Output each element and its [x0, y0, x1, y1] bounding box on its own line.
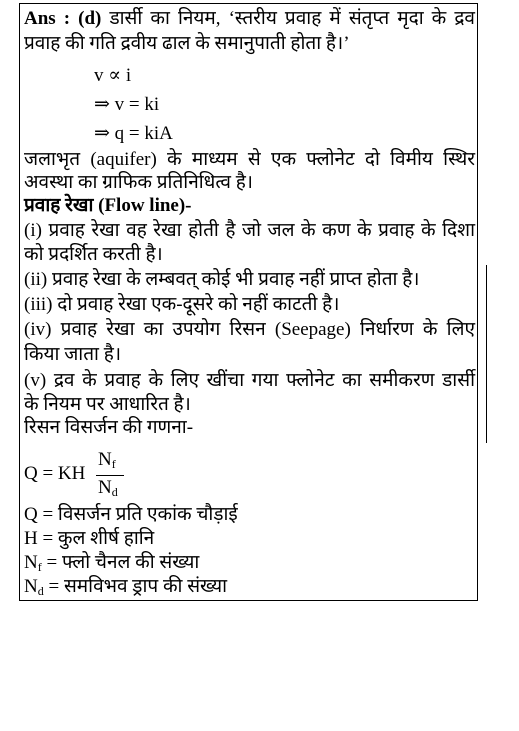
nd-symbol: N — [24, 576, 38, 597]
flowline-point-5-line-1: (v) द्रव के प्रवाह के लिए खींचा गया फ्लोनेट का समीकरण डार्सी — [24, 370, 475, 391]
definition-q: Q = विसर्जन प्रति एकांक चौड़ाई — [24, 504, 238, 525]
column-divider — [486, 265, 487, 443]
equation-discharge: ⇒ q = kiA — [94, 123, 173, 144]
equation-velocity: ⇒ v = ki — [94, 94, 160, 115]
flowline-point-5-line-2: के नियम पर आधारित है। — [24, 394, 191, 415]
nf-subscript: f — [37, 560, 42, 574]
definition-nf — [24, 552, 199, 574]
flowline-point-1-line-1: (i) प्रवाह रेखा वह रेखा होती है जो जल के कण के प्रवाह के दिशा — [24, 220, 475, 241]
seepage-heading: रिसन विसर्जन की गणना- — [24, 417, 194, 438]
formula-lhs: Q = KH — [24, 463, 86, 484]
numerator-symbol: N — [98, 449, 112, 470]
nd-subscript: d — [37, 584, 44, 598]
aquifer-line-2: अवस्था का ग्राफिक प्रतिनिधित्व है। — [24, 172, 253, 193]
answer-box — [19, 3, 478, 601]
formula-denominator — [98, 477, 118, 499]
nd-description: = समविभव ड्राप की संख्या — [43, 576, 228, 597]
answer-line-1 — [24, 8, 475, 30]
flowline-point-2: (ii) प्रवाह रेखा के लम्बवत् कोई भी प्रवाह नहीं प्राप्त होता है। — [24, 269, 420, 290]
denominator-subscript: d — [111, 485, 118, 499]
numerator-subscript: f — [111, 457, 116, 471]
aquifer-line-1: जलाभृत (aquifer) के माध्यम से एक फ्लोनेट दो विमीय स्थिर — [24, 149, 475, 170]
answer-line-2: प्रवाह की गति द्रवीय ढाल के समानुपाती होता है।’ — [24, 33, 350, 54]
nf-description: = फ्लो चैनल की संख्या — [41, 552, 200, 573]
equation-proportional: v ∝ i — [94, 65, 132, 86]
formula-numerator — [98, 449, 116, 471]
flowline-point-4-line-1: (iv) प्रवाह रेखा का उपयोग रिसन (Seepage) निर्धारण के लिए — [24, 319, 475, 340]
definition-nd — [24, 576, 227, 598]
flowline-point-4-line-2: किया जाता है। — [24, 344, 122, 365]
denominator-symbol: N — [98, 477, 112, 498]
answer-text-1: डार्सी का नियम, ‘स्तरीय प्रवाह में संतृप्त मृदा के द्रव — [101, 8, 475, 29]
answer-label: Ans : (d) — [24, 8, 102, 29]
flowline-point-1-line-2: को प्रदर्शित करती है। — [24, 244, 163, 265]
definition-h: H = कुल शीर्ष हानि — [24, 528, 155, 549]
flowline-point-3: (iii) दो प्रवाह रेखा एक-दूसरे को नहीं काटती है। — [24, 294, 340, 315]
flowline-heading: प्रवाह रेखा (Flow line)- — [24, 195, 192, 216]
fraction-bar — [96, 475, 124, 476]
nf-symbol: N — [24, 552, 38, 573]
